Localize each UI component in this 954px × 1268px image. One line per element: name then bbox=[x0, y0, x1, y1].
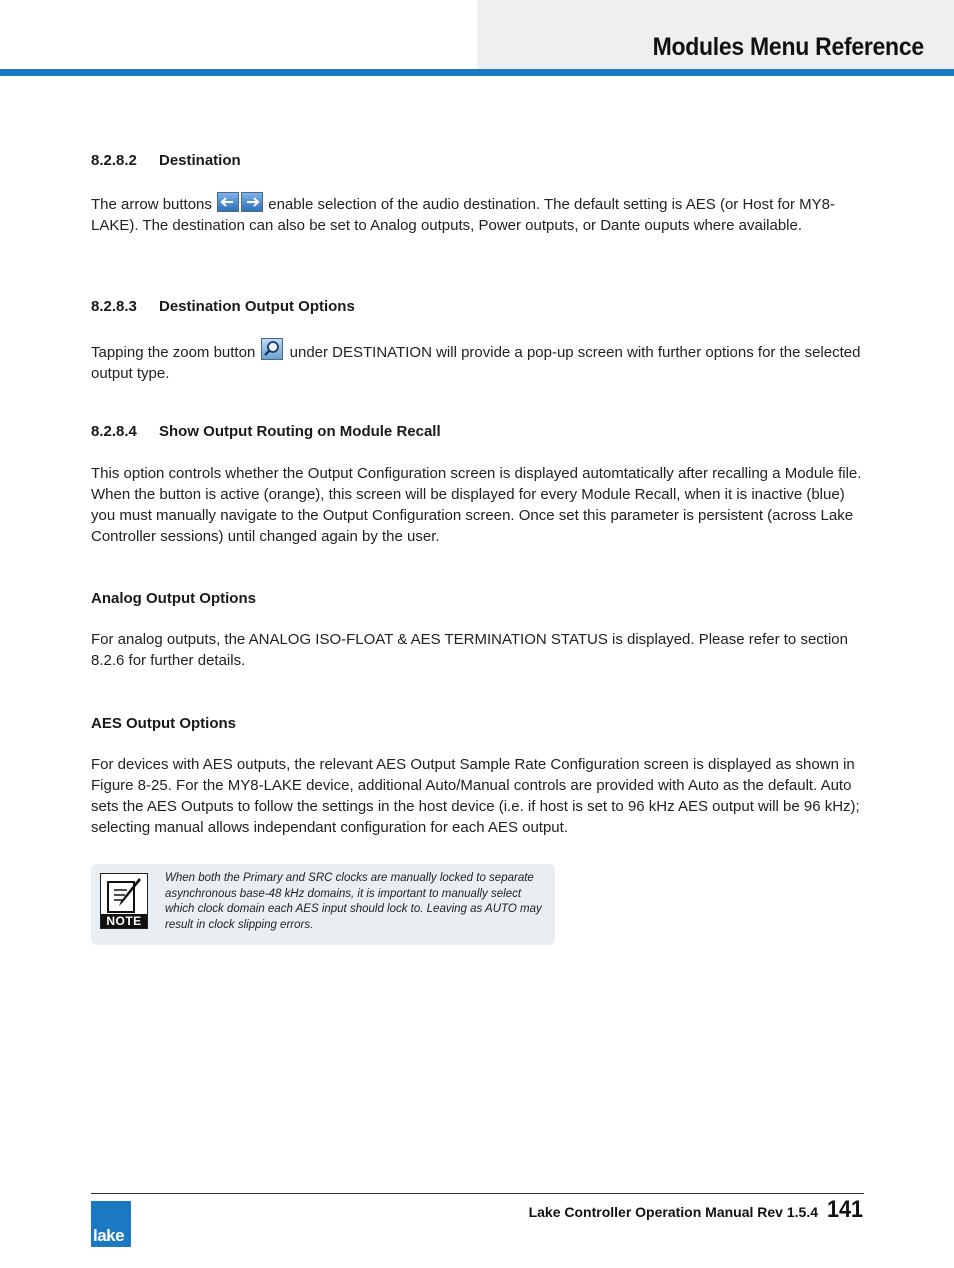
arrow-right-icon bbox=[241, 192, 263, 212]
zoom-icon bbox=[261, 338, 283, 360]
footer-manual-title: Lake Controller Operation Manual Rev 1.5.4 bbox=[528, 1204, 818, 1220]
page-header-title: Modules Menu Reference bbox=[652, 33, 924, 61]
note-pencil-icon bbox=[100, 873, 148, 929]
aes-output-options-paragraph: For devices with AES outputs, the relevant AES Output Sample Rate Configuration screen is displayed as shown in Figure 8-25. For the MY8-LAKE device, additional Auto/Manual controls are provided with Auto as the default. Auto sets the AES Outputs to follow the settings in the host device (i.e. if host is set to 96 kHz AES output will be 96 kHz); selecting manual allows independant configuration for each AES output. bbox=[91, 756, 860, 836]
analog-output-options-paragraph: For analog outputs, the ANALOG ISO-FLOAT & AES TERMINATION STATUS is displayed. Please refer to section 8.2.6 for further details. bbox=[91, 631, 848, 669]
page-number: 141 bbox=[826, 1196, 863, 1223]
section-number: 8.2.8.3 bbox=[91, 298, 137, 315]
section-heading-destination bbox=[91, 152, 241, 169]
section-title: Destination bbox=[159, 152, 241, 169]
section-heading-destination-output-options bbox=[91, 298, 355, 315]
heading-aes-output-options: AES Output Options bbox=[91, 715, 236, 732]
footer-rule bbox=[91, 1193, 864, 1194]
header-rule bbox=[0, 69, 954, 76]
note-label: NOTE bbox=[101, 914, 147, 928]
note-box bbox=[91, 864, 555, 945]
paragraph-text: enable selection of the audio destination. The default setting is AES (or Host for MY8-LAKE). The destination can also be set to Analog outputs, Power outputs, or Dante ouputs where available. bbox=[91, 196, 835, 234]
section-number: 8.2.8.4 bbox=[91, 423, 137, 440]
heading-analog-output-options: Analog Output Options bbox=[91, 590, 256, 607]
section-title: Destination Output Options bbox=[159, 298, 355, 315]
section-number: 8.2.8.2 bbox=[91, 152, 137, 169]
arrow-left-icon bbox=[217, 192, 239, 212]
destination-paragraph bbox=[91, 192, 864, 236]
logo-text: lake bbox=[93, 1226, 125, 1245]
section-title: Show Output Routing on Module Recall bbox=[159, 423, 441, 440]
show-output-routing-paragraph: This option controls whether the Output Configuration screen is displayed automtatically after recalling a Module file. When the button is active (orange), this screen will be displayed for every Module Recall, when it is inactive (blue) you must manually navigate to the Output Configuration screen. Once set this parameter is persistent (across Lake Controller sessions) until changed again by the user. bbox=[91, 465, 862, 545]
lake-logo bbox=[91, 1201, 131, 1247]
paragraph-text: The arrow buttons bbox=[91, 196, 212, 213]
destination-output-options-paragraph bbox=[91, 338, 864, 384]
section-heading-show-output-routing bbox=[91, 423, 441, 440]
note-text: When both the Primary and SRC clocks are manually locked to separate asynchronous base-48 kHz domains, it is important to manually select which clock domain each AES input should lock to. Leaving as AUTO may result in clock slipping errors. bbox=[165, 872, 542, 931]
paragraph-text: under DESTINATION will provide a pop-up screen with further options for the selected output type. bbox=[91, 344, 861, 382]
paragraph-text: Tapping the zoom button bbox=[91, 344, 256, 361]
